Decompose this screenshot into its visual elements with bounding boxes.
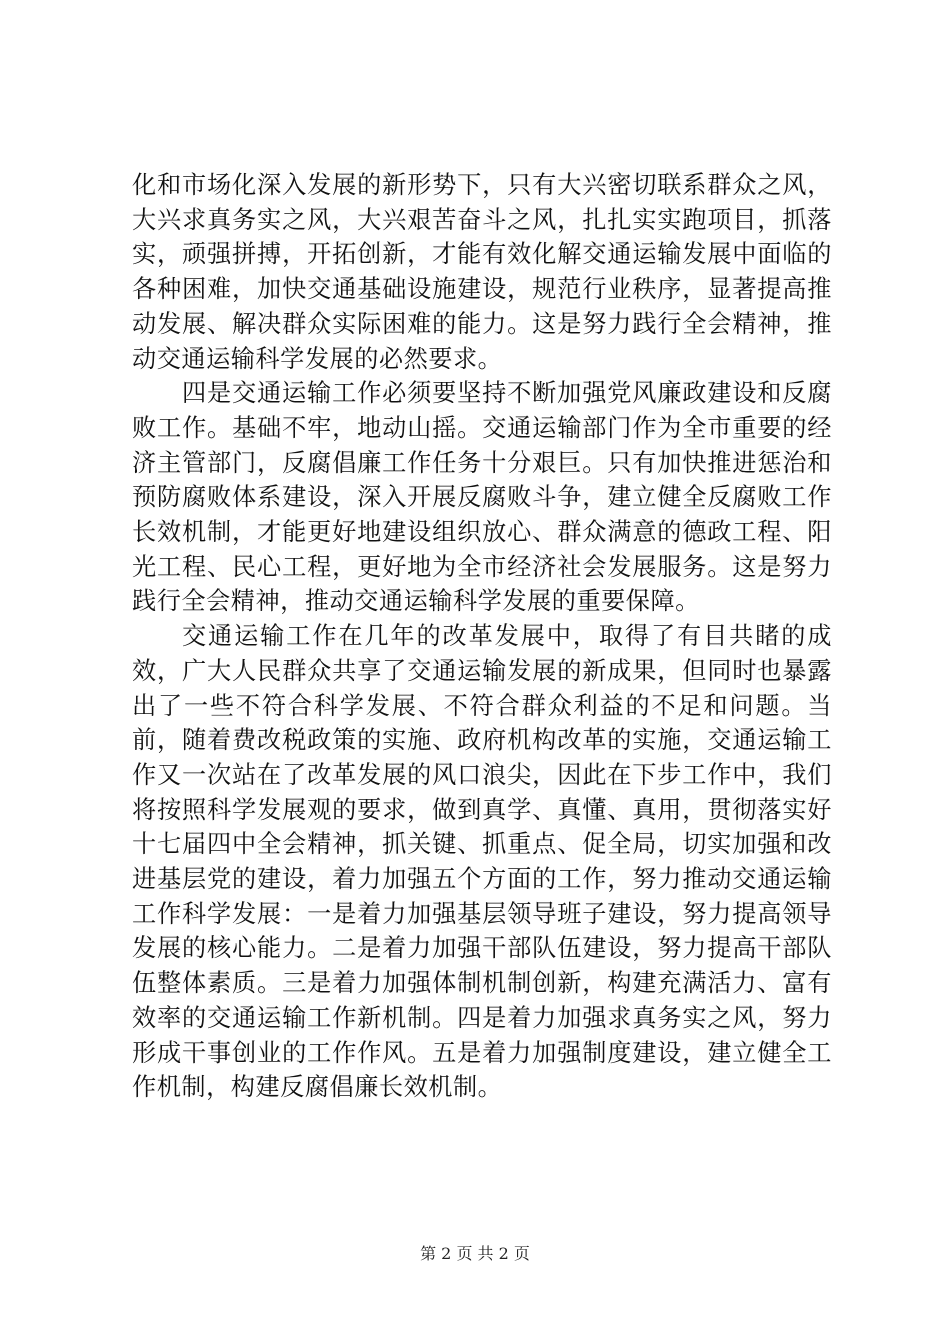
paragraph-point-four: 四是交通运输工作必须要坚持不断加强党风廉政建设和反腐败工作。基础不牢，地动山摇。交通运输部门作为全市重要的经济主管部门，反腐倡廉工作任务十分艰巨。只有加快推进惩治和预防腐败体系建设，深入开展反腐败斗争，建立健全反腐败工作长效机制，才能更好地建设组织放心、群众满意的德政工程、阳光工程、民心工程，更好地为全市经济社会发展服务。这是努力践行全会精神，推动交通运输科学发展的重要保障。 <box>132 379 832 616</box>
paragraph-continuation: 化和市场化深入发展的新形势下，只有大兴密切联系群众之风，大兴求真务实之风，大兴艰苦奋斗之风，扎扎实实跑项目，抓落实，顽强拼搏，开拓创新，才能有效化解交通运输发展中面临的各种困难，加快交通基础设施建设，规范行业秩序，显著提高推动发展、解决群众实际困难的能力。这是努力践行全会精神，推动交通运输科学发展的必然要求。 <box>132 171 832 373</box>
paragraph-work-plan: 交通运输工作在几年的改革发展中，取得了有目共睹的成效，广大人民群众共享了交通运输发展的新成果，但同时也暴露出了一些不符合科学发展、不符合群众利益的不足和问题。当前，随着费改税政策的实施、政府机构改革的实施，交通运输工作又一次站在了改革发展的风口浪尖，因此在下步工作中，我们将按照科学发展观的要求，做到真学、真懂、真用，贯彻落实好十七届四中全会精神，抓关键、抓重点、促全局，切实加强和改进基层党的建设，着力加强五个方面的工作，努力推动交通运输工作科学发展：一是着力加强基层领导班子建设，努力提高领导发展的核心能力。二是着力加强干部队伍建设，努力提高干部队伍整体素质。三是着力加强体制机制创新，构建充满活力、富有效率的交通运输工作新机制。四是着力加强求真务实之风，努力形成干事创业的工作作风。五是着力加强制度建设，建立健全工作机制，构建反腐倡廉长效机制。 <box>132 622 832 1102</box>
page-number-footer: 第 2 页 共 2 页 <box>420 1244 530 1263</box>
document-body <box>132 168 832 1105</box>
